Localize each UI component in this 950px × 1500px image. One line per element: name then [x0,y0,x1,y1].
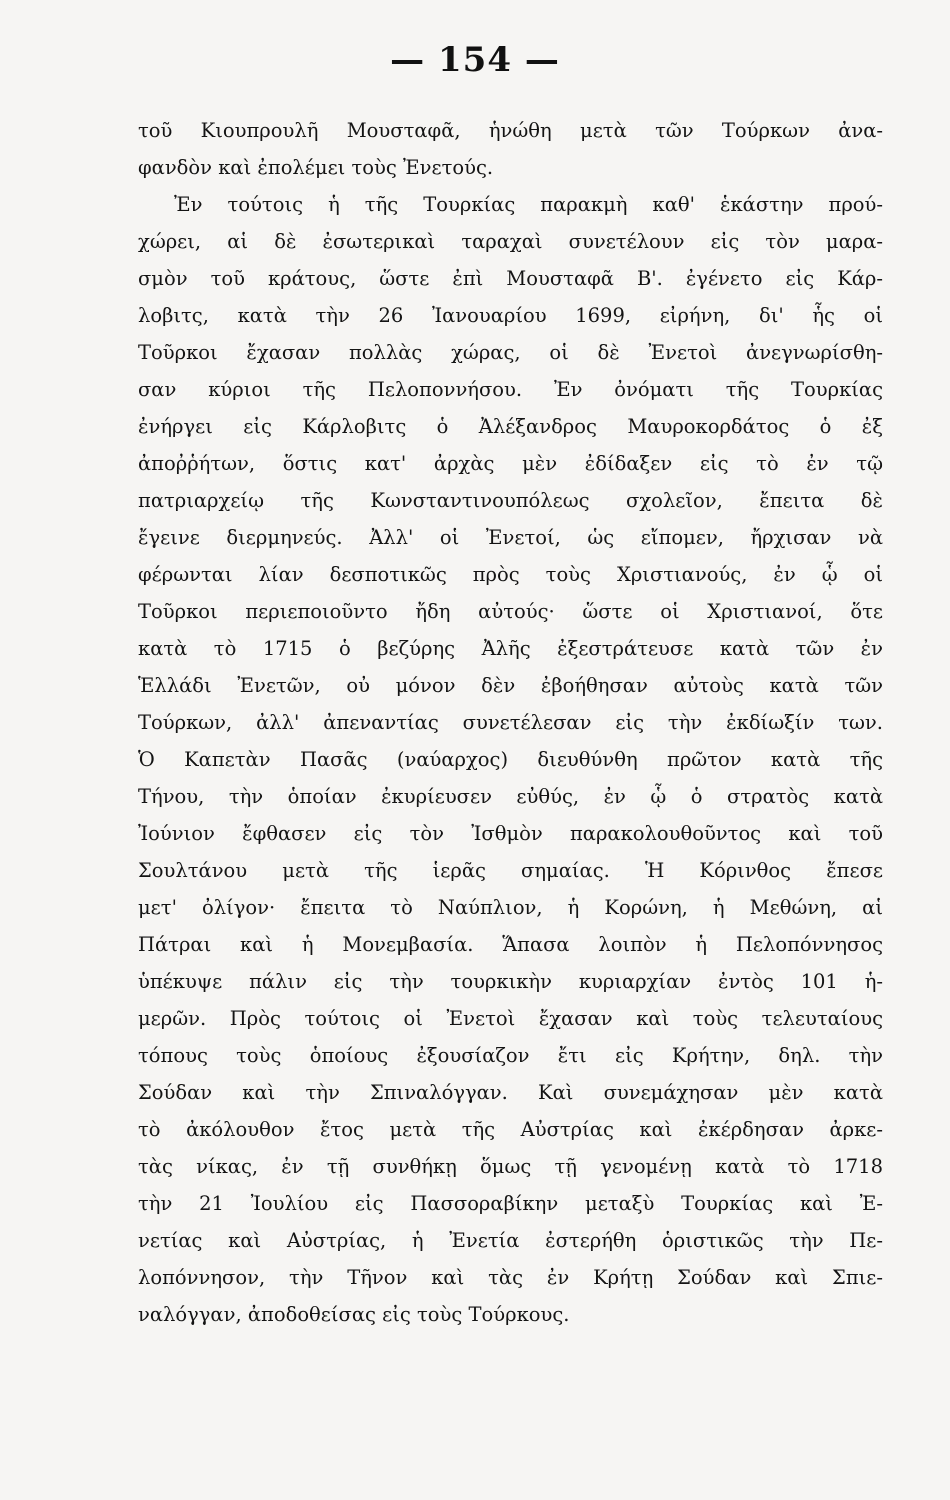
text-line: λοβιτς, κατὰ τὴν 26 Ἰανουαρίου 1699, εἰρήνη, δι' ἧς οἱ [138,304,883,327]
text-line: Τήνου, τὴν ὁποίαν ἐκυρίευσεν εὐθύς, ἐν ᾧ ὁ στρατὸς κατὰ [138,785,883,808]
text-line: ἐνήργει εἰς Κάρλοβιτς ὁ Ἀλέξανδρος Μαυροκορδάτος ὁ ἐξ [138,415,883,438]
text-line: σαν κύριοι τῆς Πελοποννήσου. Ἐν ὀνόματι τῆς Τουρκίας [138,378,883,401]
body-text [138,112,883,1333]
text-line: Τοῦρκοι ἔχασαν πολλὰς χώρας, οἱ δὲ Ἐνετοὶ ἀνεγνωρίσθη- [138,341,883,364]
text-line: τοῦ Κιουπρουλῆ Μουσταφᾶ, ἡνώθη μετὰ τῶν Τούρκων ἀνα- [138,119,883,142]
text-line: τὴν 21 Ἰουλίου εἰς Πασσοραβίκην μεταξὺ Τουρκίας καὶ Ἐ- [138,1192,883,1215]
text-line: μερῶν. Πρὸς τούτοις οἱ Ἐνετοὶ ἔχασαν καὶ τοὺς τελευταίους [138,1007,883,1030]
text-line: τὸ ἀκόλουθον ἔτος μετὰ τῆς Αὐστρίας καὶ ἐκέρδησαν ἀρκε- [138,1118,883,1141]
text-line: κατὰ τὸ 1715 ὁ βεζύρης Ἀλῆς ἐξεστράτευσε κατὰ τῶν ἐν [138,637,883,660]
text-line: Πάτραι καὶ ἡ Μονεμβασία. Ἅπασα λοιπὸν ἡ Πελοπόννησος [138,933,883,956]
paragraph-start-line: Ἐν τούτοις ἡ τῆς Τουρκίας παρακμὴ καθ' ἑκάστην πρού- [174,193,883,216]
text-line: Ὁ Καπετὰν Πασᾶς (ναύαρχος) διευθύνθη πρῶτον κατὰ τῆς [138,748,883,771]
text-line: λοπόννησον, τὴν Τῆνον καὶ τὰς ἐν Κρήτῃ Σούδαν καὶ Σπιε- [138,1266,883,1289]
text-line: τὰς νίκας, ἐν τῇ συνθήκῃ ὅμως τῇ γενομένῃ κατὰ τὸ 1718 [138,1155,883,1178]
text-line: σμὸν τοῦ κράτους, ὥστε ἐπὶ Μουσταφᾶ Β'. ἐγένετο εἰς Κάρ- [138,267,883,290]
text-line: Σουλτάνου μετὰ τῆς ἱερᾶς σημαίας. Ἡ Κόρινθος ἔπεσε [138,859,883,882]
text-line: Τοῦρκοι περιεποιοῦντο ἤδη αὐτούς· ὥστε οἱ Χριστιανοί, ὅτε [138,600,883,623]
text-line: Ἰούνιον ἔφθασεν εἰς τὸν Ἰσθμὸν παρακολουθοῦντος καὶ τοῦ [138,822,883,845]
text-line: φέρωνται λίαν δεσποτικῶς πρὸς τοὺς Χριστιανούς, ἐν ᾧ οἱ [138,563,883,586]
text-line: φανδὸν καὶ ἐπολέμει τοὺς Ἐνετούς. [138,156,494,179]
text-line: πατριαρχείῳ τῆς Κωνσταντινουπόλεως σχολεῖον, ἔπειτα δὲ [138,489,883,512]
text-line: Τούρκων, ἀλλ' ἀπεναντίας συνετέλεσαν εἰς τὴν ἐκδίωξίν των. [138,711,883,734]
text-line: ἀποῤῥήτων, ὅστις κατ' ἀρχὰς μὲν ἐδίδαξεν εἰς τὸ ἐν τῷ [138,452,883,475]
text-line: Ἑλλάδι Ἐνετῶν, οὐ μόνον δὲν ἐβοήθησαν αὐτοὺς κατὰ τῶν [138,674,883,697]
text-line: Σούδαν καὶ τὴν Σπιναλόγγαν. Καὶ συνεμάχησαν μὲν κατὰ [138,1081,883,1104]
text-line: ἔγεινε διερμηνεύς. Ἀλλ' οἱ Ἐνετοί, ὡς εἴπομεν, ἤρχισαν νὰ [138,526,883,549]
text-line: ὑπέκυψε πάλιν εἰς τὴν τουρκικὴν κυριαρχίαν ἐντὸς 101 ἡ- [138,970,883,993]
text-line: ναλόγγαν, ἀποδοθείσας εἰς τοὺς Τούρκους. [138,1303,570,1326]
text-line: τόπους τοὺς ὁποίους ἐξουσίαζον ἔτι εἰς Κρήτην, δηλ. τὴν [138,1044,883,1067]
page-number: — 154 — [390,40,560,80]
text-line: χώρει, αἱ δὲ ἐσωτερικαὶ ταραχαὶ συνετέλουν εἰς τὸν μαρα- [138,230,883,253]
text-line: μετ' ὀλίγον· ἔπειτα τὸ Ναύπλιον, ἡ Κορώνη, ἡ Μεθώνη, αἱ [138,896,883,919]
text-line: νετίας καὶ Αὐστρίας, ἡ Ἐνετία ἐστερήθη ὁριστικῶς τὴν Πε- [138,1229,883,1252]
